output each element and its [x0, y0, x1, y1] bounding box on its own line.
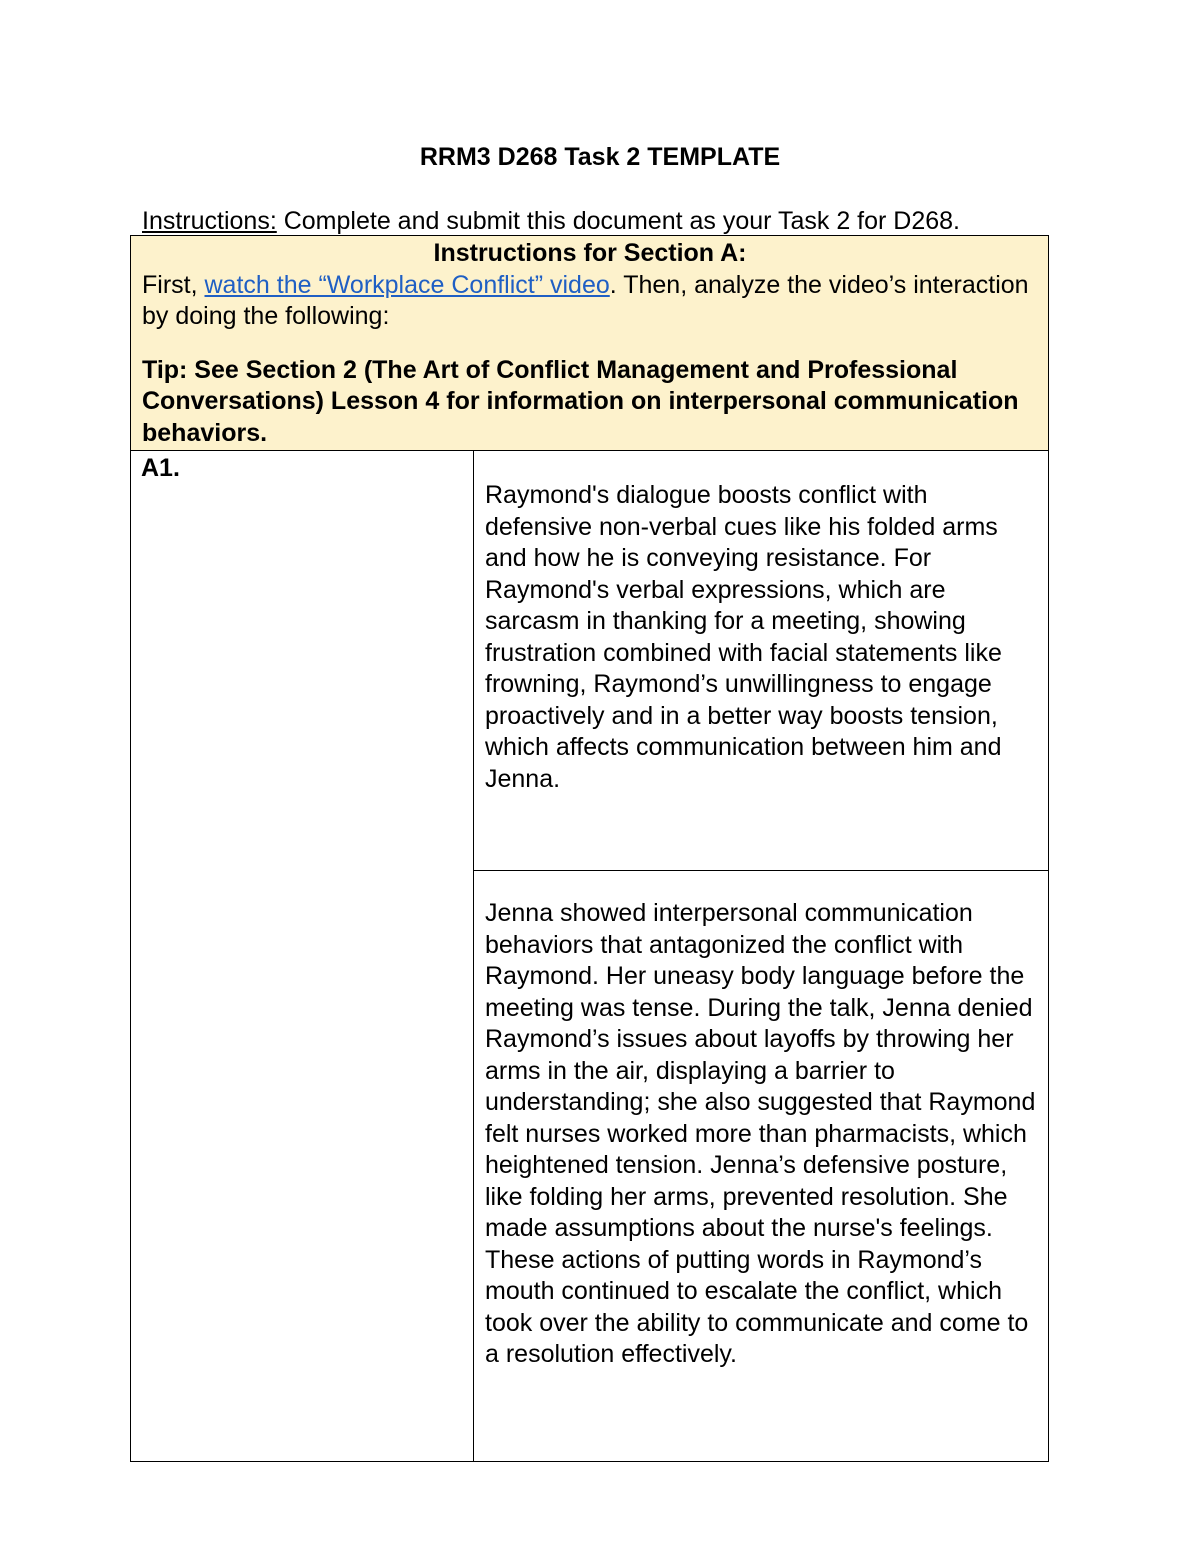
- task-table: [130, 235, 1049, 1462]
- section-a-text-after-link: . Then, analyze the video’s interaction by doing the following:: [142, 270, 1029, 330]
- document-title: RRM3 D268 Task 2 TEMPLATE: [419, 143, 781, 171]
- section-a-header-row: [131, 236, 1049, 451]
- a1-label-cell: [131, 451, 474, 1462]
- a1-label: A1.: [141, 454, 180, 482]
- instructions-line: [142, 205, 960, 237]
- section-a-heading: Instructions for Section A:: [433, 239, 747, 267]
- section-a-tip: Tip: See Section 2 (The Art of Conflict Management and Professional Conversations) Lesson 4 for information on interpersonal communication behaviors.: [142, 355, 1019, 447]
- a1-answer-jenna-cell[interactable]: [474, 871, 1049, 1462]
- a1-answer-jenna: Jenna showed interpersonal communication behaviors that antagonized the conflict with Raymond. Her uneasy body language before the meeting was tense. During the talk, Jenna denied Raymond’s issues about layoffs by throwing her arms in the air, displaying a barrier to understanding; she also suggested that Raymond felt nurses worked more than pharmacists, which heightened tension. Jenna’s defensive posture, like folding her arms, prevented resolution. She made assumptions about the nurse's feelings. These actions of putting words in Raymond’s mouth continued to escalate the conflict, which took over the ability to communicate and come to a resolution effectively.: [485, 899, 1036, 1368]
- section-a-instructions: [142, 270, 1038, 333]
- instructions-text: Complete and submit this document as your Task 2 for D268.: [276, 207, 960, 235]
- a1-row-raymond: [131, 451, 1049, 871]
- section-a-text-before-link: First,: [142, 270, 205, 299]
- a1-answer-raymond-cell[interactable]: [474, 451, 1049, 871]
- a1-answer-raymond: Raymond's dialogue boosts conflict with defensive non-verbal cues like his folded arms and how he is conveying resistance. For Raymond's verbal expressions, which are sarcasm in thanking for a meeting, showing frustration combined with facial statements like frowning, Raymond’s unwillingness to engage proactively and in a better way boosts tension, which affects communication between him and Jenna.: [485, 481, 1002, 793]
- workplace-conflict-video-link[interactable]: watch the “Workplace Conflict” video: [204, 270, 610, 299]
- section-a-instructions-cell: [131, 236, 1049, 451]
- instructions-label: Instructions:: [142, 207, 277, 235]
